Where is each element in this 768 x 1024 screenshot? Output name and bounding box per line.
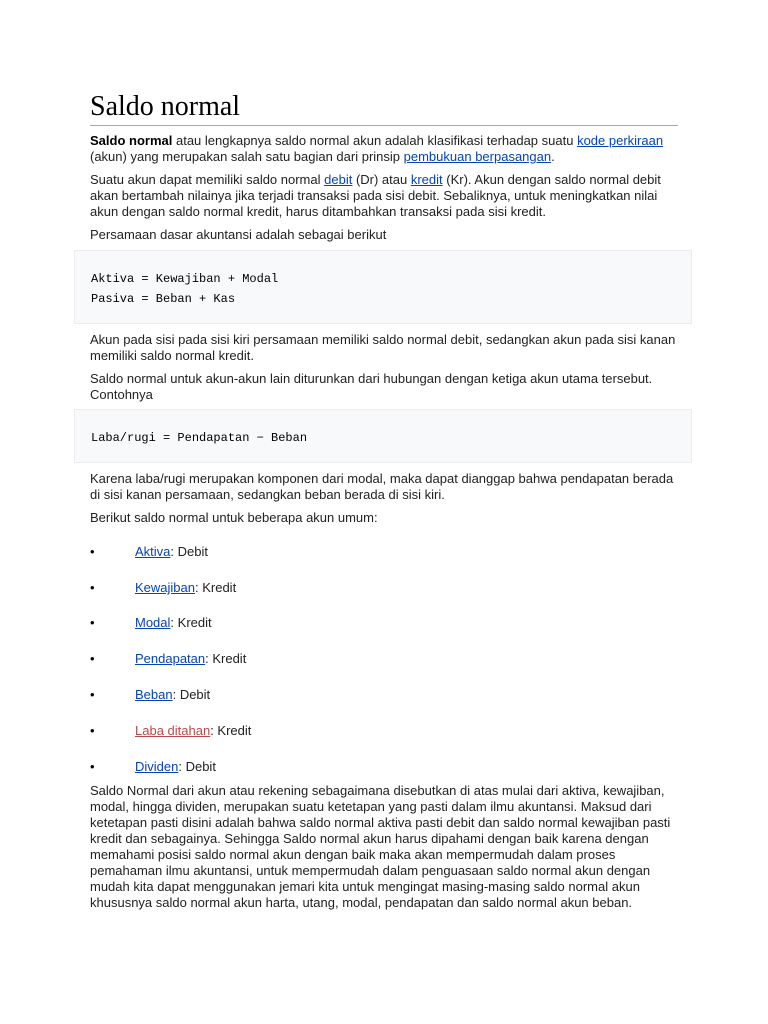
bullet-marker: •	[90, 651, 95, 666]
accounting-equation-code-block	[74, 250, 692, 324]
para2-text-1: Suatu akun dapat memiliki saldo normal	[90, 172, 325, 187]
derived-accounts-paragraph: Saldo normal untuk akun-akun lain diturunkan dari hubungan dengan ketiga akun utama tersebut. Contohnya	[90, 371, 653, 402]
intro-bold-term: Saldo normal	[90, 133, 173, 148]
link-pembukuan-berpasangan[interactable]: pembukuan berpasangan	[403, 149, 552, 164]
summary-paragraph: Saldo Normal dari akun atau rekening sebagaimana disebutkan di atas mulai dari aktiva, kewajiban, modal, hingga dividen, merupakan suatu ketetapan yang pasti dalam ilmu akuntansi. Maksud dari ketetapan pasti disini adalah bahwa saldo normal aktiva pasti debit dan saldo normal kewajiban pasti kredit dan sebagainya. Sehingga Saldo normal akun harus dipahami dengan baik karena dengan memahami posisi saldo normal akun dengan baik maka akan mempermudah dalam proses pemahaman ilmu akuntansi, untuk mempermudah dalam penguasaan saldo normal akun dengan mudah kita dapat menggunakan jemari kita untuk mengingat masing-masing saldo normal akun khususnya saldo normal akun harta, utang, modal, pendapatan dan saldo normal akun beban.	[90, 783, 671, 910]
profit-loss-paragraph: Karena laba/rugi merupakan komponen dari modal, maka dapat dianggap bahwa pendapatan berada di sisi kanan persamaan, sedangkan beban berada di sisi kiri.	[90, 471, 674, 502]
account-balance: : Debit	[172, 687, 211, 702]
link-kode-perkiraan[interactable]: kode perkiraan	[577, 133, 664, 148]
profit-loss-code-block	[74, 409, 692, 463]
account-balance: : Kredit	[210, 723, 252, 738]
code-line: Aktiva = Kewajiban + Modal	[91, 272, 279, 286]
intro-text-3: .	[551, 149, 555, 164]
para2-text-3: (Kr). Akun dengan saldo normal debit akan bertambah nilainya jika terjadi transaksi pada sisi debit. Sebaliknya, untuk meningkatkan nilai akun dengan saldo normal kredit, harus ditambahkan transaksi pada sisi kredit.	[90, 172, 661, 219]
equation-intro-paragraph: Persamaan dasar akuntansi adalah sebagai berikut	[90, 227, 387, 242]
account-balance: : Debit	[170, 544, 208, 559]
link-dividen[interactable]: Dividen	[135, 759, 179, 774]
bullet-marker: •	[90, 615, 95, 630]
bullet-marker: •	[90, 723, 95, 738]
debit-kredit-paragraph	[90, 172, 680, 220]
intro-text-1: atau lengkapnya saldo normal akun adalah klasifikasi terhadap suatu	[172, 133, 578, 148]
code-line: Pasiva = Beban + Kas	[91, 292, 236, 306]
link-modal[interactable]: Modal	[135, 615, 171, 630]
account-balance: : Kredit	[195, 580, 237, 595]
account-balance: : Kredit	[170, 615, 212, 630]
link-beban[interactable]: Beban	[135, 687, 173, 702]
common-accounts-intro: Berikut saldo normal untuk beberapa akun umum:	[90, 510, 378, 525]
bullet-marker: •	[90, 687, 95, 702]
link-debit[interactable]: debit	[324, 172, 353, 187]
page-title: Saldo normal	[90, 90, 678, 126]
account-balance: : Debit	[178, 759, 216, 774]
intro-paragraph	[90, 133, 680, 165]
link-aktiva[interactable]: Aktiva	[135, 544, 171, 559]
account-balance: : Kredit	[205, 651, 247, 666]
para2-text-2: (Dr) atau	[352, 172, 411, 187]
intro-text-2: (akun) yang merupakan salah satu bagian dari prinsip	[90, 149, 404, 164]
bullet-marker: •	[90, 580, 95, 595]
bullet-marker: •	[90, 759, 95, 774]
bullet-marker: •	[90, 544, 95, 559]
link-kredit[interactable]: kredit	[410, 172, 443, 187]
link-pendapatan[interactable]: Pendapatan	[135, 651, 206, 666]
link-kewajiban[interactable]: Kewajiban	[135, 580, 195, 595]
code-line: Laba/rugi = Pendapatan − Beban	[91, 431, 308, 445]
left-right-side-paragraph: Akun pada sisi pada sisi kiri persamaan memiliki saldo normal debit, sedangkan akun pada sisi kanan memiliki saldo normal kredit.	[90, 332, 676, 363]
link-laba-ditahan[interactable]: Laba ditahan	[135, 723, 211, 738]
